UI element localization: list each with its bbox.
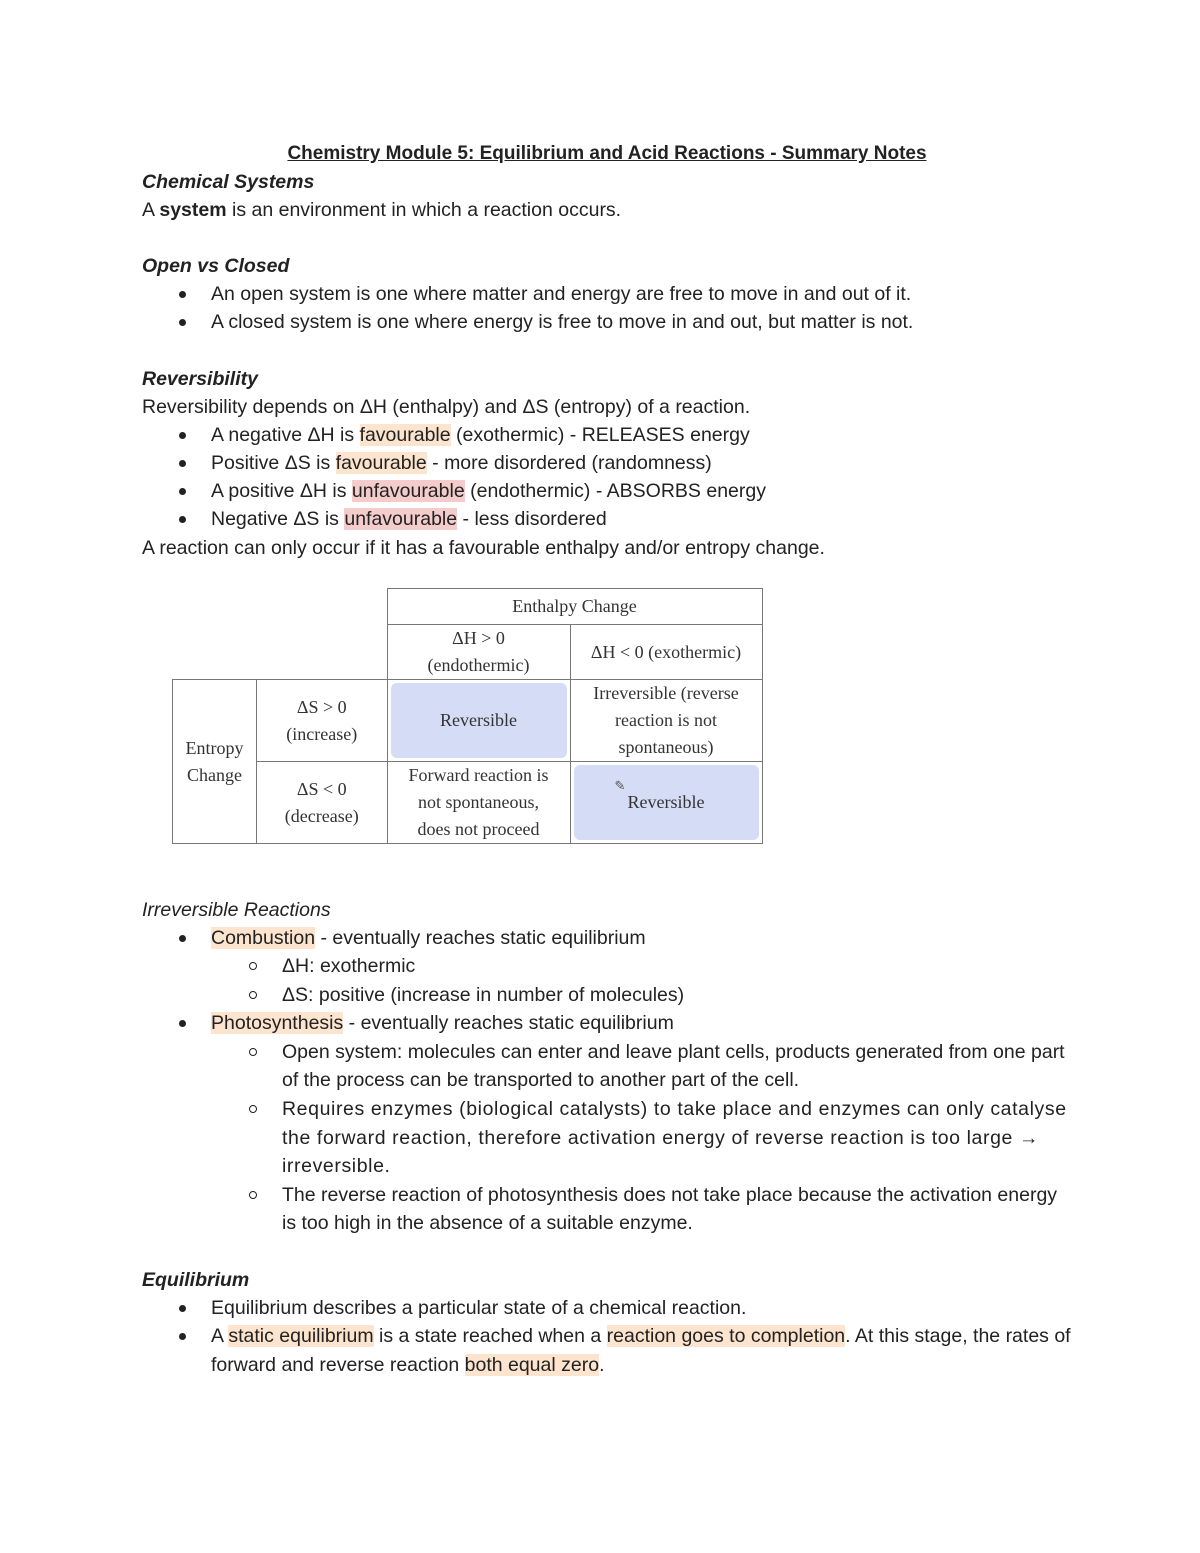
highlight: reaction goes to completion [606, 1325, 846, 1348]
list-item: A negative ΔH is favourable (exothermic) - RELEASES energy [142, 421, 1072, 449]
reversibility-intro: Reversibility depends on ΔH (enthalpy) and ΔS (entropy) of a reaction. [142, 395, 751, 418]
heading-reversibility: Reversibility [142, 367, 258, 390]
document-page-lower [142, 896, 1072, 1379]
irreversible-list [142, 924, 1072, 952]
page-title: Chemistry Module 5: Equilibrium and Acid Reactions - Summary Notes [287, 143, 927, 164]
reversibility-list [142, 421, 1072, 534]
list-item: ΔH: exothermic [142, 952, 1072, 981]
list-item: Photosynthesis - eventually reaches static equilibrium [142, 1009, 1072, 1037]
enthalpy-entropy-table [172, 588, 763, 844]
highlight: favourable [335, 451, 427, 474]
cell-reversible: Reversible ✎ [570, 762, 762, 844]
highlight: static equilibrium [228, 1325, 374, 1348]
highlight: Combustion [211, 927, 316, 949]
list-item: A static equilibrium is a state reached when a reaction goes to completion. At this stage, the rates of forward and reverse reaction both equal zero. [142, 1322, 1072, 1379]
photosynthesis-sublist [142, 1038, 1072, 1238]
list-item: A closed system is one where energy is free to move in and out, but matter is not. [142, 308, 1072, 336]
highlight: favourable [359, 423, 451, 446]
document-page [142, 140, 1072, 562]
list-item: Negative ΔS is unfavourable - less disordered [142, 505, 1072, 533]
ds-negative-header: ΔS < 0 (decrease) [257, 762, 388, 844]
open-closed-list [142, 280, 1072, 337]
entropy-change-header: Entropy Change [173, 680, 257, 844]
highlight: both equal zero [464, 1353, 600, 1376]
highlight: Photosynthesis [211, 1012, 344, 1035]
heading-chemical-systems: Chemical Systems [142, 171, 315, 193]
list-item: A positive ΔH is unfavourable (endothermic) - ABSORBS energy [142, 477, 1072, 505]
combustion-sublist [142, 952, 1072, 1009]
pencil-icon: ✎ [614, 778, 626, 793]
list-item: Requires enzymes (biological catalysts) to take place and enzymes can only catalyse the forward reaction, therefore activation energy of reverse reaction is too large → irreversible. [142, 1095, 1072, 1181]
system-definition: A system is an environment in which a reaction occurs. [142, 199, 622, 221]
list-item: Equilibrium describes a particular state of a chemical reaction. [142, 1294, 1072, 1322]
list-item: The reverse reaction of photosynthesis does not take place because the activation energy is too high in the absence of a suitable enzyme. [142, 1181, 1072, 1238]
cell-reversible: Reversible [387, 680, 570, 762]
list-item: Positive ΔS is favourable - more disordered (randomness) [142, 449, 1072, 477]
list-item: Combustion - eventually reaches static equilibrium [142, 924, 1072, 952]
equilibrium-list [142, 1294, 1072, 1379]
ds-positive-header: ΔS > 0 (increase) [257, 680, 388, 762]
heading-irreversible-reactions: Irreversible Reactions [142, 899, 331, 921]
highlight: unfavourable [351, 480, 465, 503]
highlight: unfavourable [344, 508, 458, 531]
list-item: An open system is one where matter and energy are free to move in and out of it. [142, 280, 1072, 308]
reversibility-conclusion: A reaction can only occur if it has a favourable enthalpy and/or entropy change. [142, 536, 825, 559]
heading-equilibrium: Equilibrium [142, 1268, 250, 1291]
heading-open-vs-closed: Open vs Closed [142, 255, 290, 277]
list-item: Open system: molecules can enter and leave plant cells, products generated from one part of the process can be transported to another part of the cell. [142, 1038, 1072, 1095]
enthalpy-change-header: Enthalpy Change [387, 589, 762, 625]
list-item: ΔS: positive (increase in number of molecules) [142, 981, 1072, 1010]
cell-irreversible: Irreversible (reverse reaction is not spontaneous) [570, 680, 762, 762]
dh-negative-header: ΔH < 0 (exothermic) [570, 625, 762, 680]
dh-positive-header: ΔH > 0 (endothermic) [387, 625, 570, 680]
cell-forward-not-spontaneous: Forward reaction is not spontaneous, does not proceed [387, 762, 570, 844]
